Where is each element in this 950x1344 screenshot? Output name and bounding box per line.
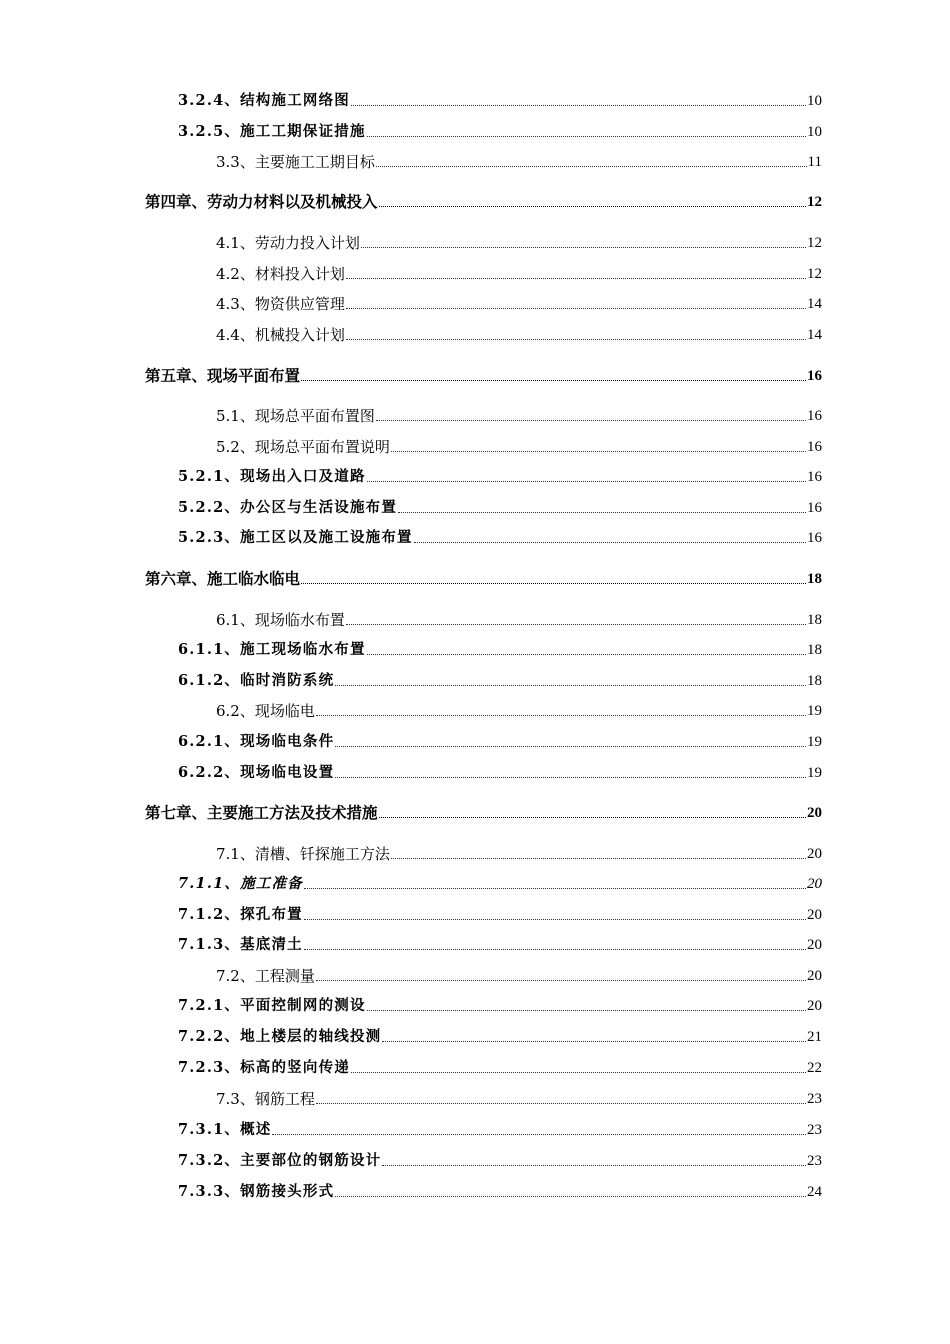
toc-entry-label: 3.3、主要施工工期目标 [216, 153, 375, 171]
toc-entry-label: 7.2、工程测量 [216, 967, 315, 985]
toc-entry-page: 23 [807, 1153, 822, 1169]
dot-leader [335, 776, 806, 778]
toc-entry-page: 10 [807, 93, 822, 109]
toc-entry[interactable] [178, 761, 822, 783]
toc-entry-label: 7.2.2、地上楼层的轴线投测 [178, 1028, 382, 1045]
dot-leader [376, 165, 807, 167]
toc-entry-label: 3.2.5、施工工期保证措施 [178, 123, 366, 140]
toc-entry-label: 7.3、钢筋工程 [216, 1090, 315, 1108]
toc-entry[interactable] [216, 150, 822, 172]
toc-entry[interactable] [178, 1149, 822, 1171]
toc-entry-page: 12 [807, 235, 822, 251]
toc-entry-page: 18 [807, 612, 822, 628]
toc-entry[interactable] [178, 1180, 822, 1202]
toc-chapter-entry[interactable] [145, 567, 822, 589]
dot-leader [351, 1071, 806, 1073]
toc-entry-page: 21 [807, 1029, 822, 1045]
toc-entry-page: 16 [807, 368, 822, 384]
toc-entry[interactable] [216, 404, 822, 426]
toc-entry-page: 16 [807, 469, 822, 485]
toc-entry[interactable] [178, 669, 822, 691]
dot-leader [346, 338, 806, 340]
toc-entry-page: 20 [807, 805, 822, 821]
dot-leader [361, 246, 806, 248]
dot-leader [335, 745, 806, 747]
toc-entry-page: 16 [807, 530, 822, 546]
dot-leader [301, 582, 806, 584]
dot-leader [346, 277, 806, 279]
toc-entry-label: 7.1.2、探孔布置 [178, 906, 303, 923]
toc-entry[interactable] [216, 842, 822, 864]
dot-leader [367, 480, 806, 482]
toc-entry-page: 16 [807, 408, 822, 424]
dot-leader [391, 450, 806, 452]
toc-entry-label: 6.2.2、现场临电设置 [178, 764, 335, 781]
toc-entry-page: 24 [807, 1184, 822, 1200]
toc-entry-page: 19 [807, 703, 822, 719]
toc-entry-page: 20 [807, 846, 822, 862]
toc-entry-page: 20 [807, 937, 822, 953]
toc-entry-label: 7.3.1、概述 [178, 1121, 272, 1138]
toc-entry-label: 4.1、劳动力投入计划 [216, 234, 360, 252]
dot-leader [382, 1164, 806, 1166]
dot-leader [304, 918, 806, 920]
toc-entry-label: 4.3、物资供应管理 [216, 295, 345, 313]
dot-leader [367, 1009, 806, 1011]
toc-entry-label: 5.2.2、办公区与生活设施布置 [178, 499, 398, 516]
dot-leader [316, 979, 806, 981]
toc-entry-page: 19 [807, 765, 822, 781]
toc-entry[interactable] [216, 435, 822, 457]
toc-entry[interactable] [216, 262, 822, 284]
toc-entry-label: 第四章、劳动力材料以及机械投入 [145, 192, 378, 211]
dot-leader [346, 307, 806, 309]
toc-entry-page: 20 [807, 968, 822, 984]
dot-leader [272, 1133, 806, 1135]
toc-entry[interactable] [178, 465, 822, 487]
dot-leader [304, 887, 806, 889]
toc-entry[interactable] [178, 1118, 822, 1140]
toc-entry-label: 7.2.3、标高的竖向传递 [178, 1059, 350, 1076]
toc-entry-page: 23 [807, 1091, 822, 1107]
toc-entry-label: 第六章、施工临水临电 [145, 569, 301, 588]
dot-leader [414, 541, 806, 543]
toc-entry[interactable] [216, 323, 822, 345]
dot-leader [379, 205, 806, 207]
toc-entry-page: 23 [807, 1122, 822, 1138]
dot-leader [398, 511, 806, 513]
toc-entry[interactable] [216, 608, 822, 630]
dot-leader [367, 135, 806, 137]
dot-leader [391, 857, 806, 859]
toc-entry-page: 19 [807, 734, 822, 750]
toc-entry[interactable] [216, 231, 822, 253]
toc-entry-page: 10 [807, 124, 822, 140]
toc-entry-label: 5.2.3、施工区以及施工设施布置 [178, 529, 413, 546]
toc-entry-page: 18 [807, 571, 822, 587]
toc-entry[interactable] [178, 89, 822, 111]
dot-leader [376, 419, 806, 421]
toc-entry-label: 7.3.3、钢筋接头形式 [178, 1183, 335, 1200]
toc-entry-page: 22 [807, 1060, 822, 1076]
toc-entry-label: 3.2.4、结构施工网络图 [178, 92, 350, 109]
toc-entry-label: 4.4、机械投入计划 [216, 326, 345, 344]
toc-entry-label: 5.2、现场总平面布置说明 [216, 438, 390, 456]
toc-entry-label: 6.1、现场临水布置 [216, 611, 345, 629]
toc-entry-page: 18 [807, 673, 822, 689]
dot-leader [316, 1102, 806, 1104]
dot-leader [382, 1040, 806, 1042]
toc-entry-label: 第五章、现场平面布置 [145, 366, 301, 385]
toc-entry[interactable] [216, 1087, 822, 1109]
toc-entry[interactable] [178, 872, 822, 894]
dot-leader [351, 104, 806, 106]
toc-entry[interactable] [216, 964, 822, 986]
toc-entry-label: 7.1、清槽、钎探施工方法 [216, 845, 390, 863]
toc-entry-label: 5.1、现场总平面布置图 [216, 407, 375, 425]
toc-chapter-entry[interactable] [145, 364, 822, 386]
toc-entry-label: 6.2、现场临电 [216, 702, 315, 720]
toc-entry-page: 16 [807, 439, 822, 455]
toc-entry-label: 4.2、材料投入计划 [216, 265, 345, 283]
toc-entry-page: 12 [807, 266, 822, 282]
toc-entry-label: 6.1.2、临时消防系统 [178, 672, 335, 689]
toc-entry-label: 7.1.3、基底清土 [178, 936, 303, 953]
toc-entry[interactable] [178, 638, 822, 660]
toc-chapter-entry[interactable] [145, 801, 822, 823]
toc-entry[interactable] [178, 1025, 822, 1047]
toc-entry-page: 20 [807, 876, 822, 892]
dot-leader [335, 1195, 806, 1197]
toc-entry[interactable] [178, 496, 822, 518]
dot-leader [367, 653, 806, 655]
toc-entry-page: 18 [807, 642, 822, 658]
toc-entry-label: 7.1.1、施工准备 [178, 875, 303, 892]
toc-entry[interactable] [178, 526, 822, 548]
toc-entry[interactable] [178, 903, 822, 925]
toc-entry-page: 12 [807, 194, 822, 210]
toc-entry[interactable] [216, 292, 822, 314]
toc-entry-page: 11 [807, 154, 822, 170]
toc-chapter-entry[interactable] [145, 190, 822, 212]
toc-entry-label: 7.2.1、平面控制网的测设 [178, 997, 366, 1014]
toc-entry[interactable] [178, 120, 822, 142]
toc-entry-page: 14 [807, 296, 822, 312]
toc-entry-page: 16 [807, 500, 822, 516]
dot-leader [335, 684, 806, 686]
toc-entry-label: 5.2.1、现场出入口及道路 [178, 468, 366, 485]
toc-entry-page: 14 [807, 327, 822, 343]
dot-leader [304, 948, 806, 950]
toc-entry-label: 6.2.1、现场临电条件 [178, 733, 335, 750]
toc-entry[interactable] [178, 1056, 822, 1078]
toc-entry[interactable] [216, 699, 822, 721]
dot-leader [301, 379, 806, 381]
toc-entry-label: 6.1.1、施工现场临水布置 [178, 641, 366, 658]
dot-leader [316, 714, 806, 716]
toc-entry-label: 第七章、主要施工方法及技术措施 [145, 803, 378, 822]
toc-entry[interactable] [178, 994, 822, 1016]
toc-entry-page: 20 [807, 907, 822, 923]
dot-leader [379, 816, 806, 818]
toc-entry[interactable] [178, 933, 822, 955]
toc-entry-page: 20 [807, 998, 822, 1014]
toc-entry[interactable] [178, 730, 822, 752]
dot-leader [346, 623, 806, 625]
toc-entry-label: 7.3.2、主要部位的钢筋设计 [178, 1152, 382, 1169]
